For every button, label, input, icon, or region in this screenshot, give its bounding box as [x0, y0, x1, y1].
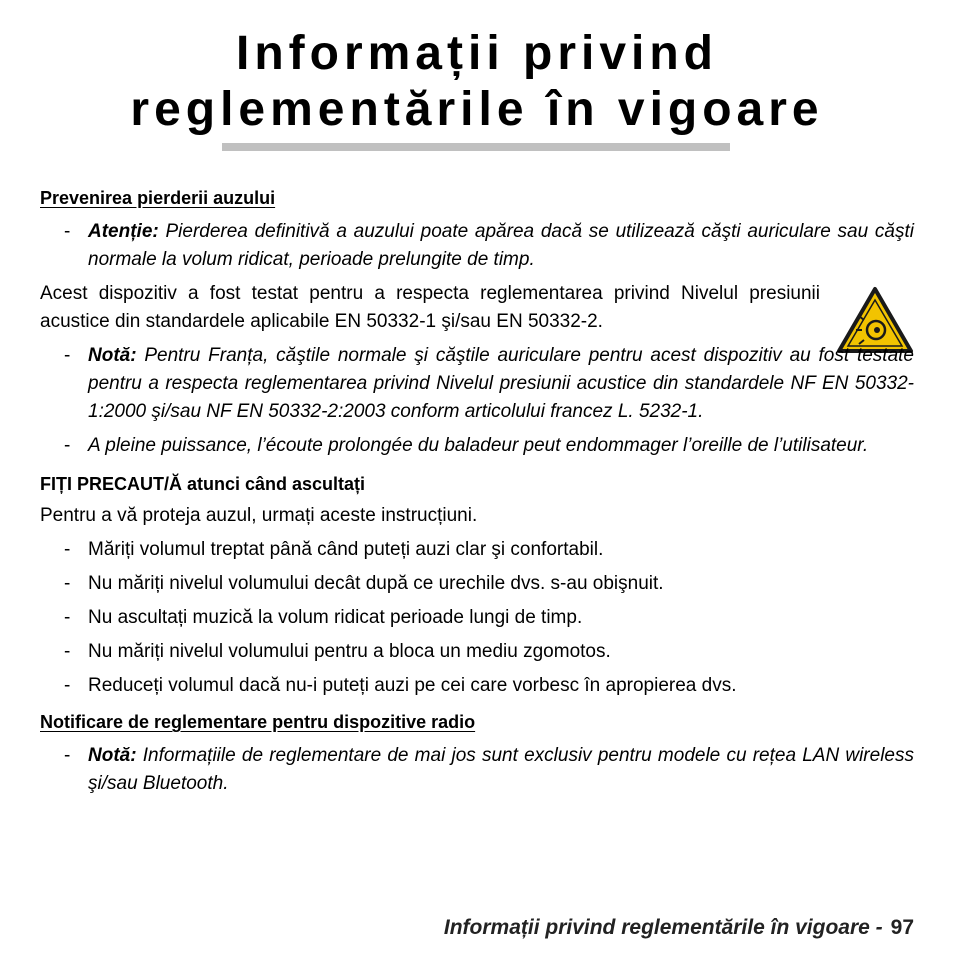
note-item-france: - Notă: Pentru Franța, căştile normale şi căştile auriculare pentru acest dispozitiv au fost testate pentru a respecta reglementarea privind Nivelul presiunii acustice din standardele NF EN 50332-1:2000 şi/sau NF EN 50332-2:2003 conform articolului francez L. 5232-1.	[64, 345, 914, 422]
title-line-2: reglementările în vigoare	[130, 83, 824, 136]
title-line-1: Informații privind	[235, 27, 718, 80]
footer-text: Informații privind reglementările în vigoare -	[443, 916, 883, 939]
caution-text: Pierderea definitivă a auzului poate apărea dacă se utilizează căşti auriculare sau căşti normale la volum ridicat, perioade prelungite de timp.	[88, 221, 914, 270]
page-title	[0, 26, 954, 138]
list-item: - Măriți volumul treptat până când puteți auzi clar şi confortabil.	[64, 539, 604, 560]
caution-item: - Atenție: Pierderea definitivă a auzului poate apărea dacă se utilizează căşti auriculare sau căşti normale la volum ridicat, perioade prelungite de timp.	[64, 221, 914, 270]
careful-intro: Pentru a vă proteja auzul, urmați aceste instrucțiuni.	[40, 505, 478, 526]
list-item: - Reduceți volumul dacă nu-i puteți auzi pe cei care vorbesc în apropierea dvs.	[64, 675, 737, 696]
list-item: - Nu ascultați muzică la volum ridicat perioade lungi de timp.	[64, 607, 583, 628]
list-item: - Nu măriți nivelul volumului pentru a bloca un mediu zgomotos.	[64, 641, 611, 662]
caution-label: Atenție:	[88, 221, 159, 242]
note-item-radio: - Notă: Informațiile de reglementare de mai jos sunt exclusiv pentru modele cu rețea LAN wireless şi/sau Bluetooth.	[64, 745, 914, 794]
page-number: 97	[890, 916, 914, 939]
page-content	[40, 186, 914, 798]
french-warning-item: - A pleine puissance, l’écoute prolongée du baladeur peut endommager l’oreille de l’utilisateur.	[64, 435, 869, 456]
note-text: Pentru Franța, căştile normale şi căştile auriculare pentru acest dispozitiv au fost testate pentru a respecta reglementarea privind Nivelul presiunii acustice din standardele NF EN 50332-1:2000 şi/sau NF EN 50332-2:2003 conform articolului francez L. 5232-1.	[88, 345, 914, 422]
page-footer	[444, 916, 914, 940]
title-divider	[222, 143, 730, 151]
standards-paragraph: Acest dispozitiv a fost testat pentru a respecta reglementarea privind Nivelul presiunii acustice din standardele aplicabile EN 50332-1 şi/sau EN 50332-2.	[40, 283, 820, 332]
radio-note-label: Notă:	[88, 745, 137, 766]
radio-note-text: Informațiile de reglementare de mai jos sunt exclusiv pentru modele cu rețea LAN wireless şi/sau Bluetooth.	[88, 745, 914, 794]
list-item: - Nu măriți nivelul volumului decât după ce urechile dvs. s-au obişnuit.	[64, 573, 664, 594]
french-text: A pleine puissance, l’écoute prolongée du baladeur peut endommager l’oreille de l’utilisateur.	[88, 435, 869, 456]
heading-careful: FIȚI PRECAUT/Ă atunci când ascultați	[40, 474, 366, 494]
heading-hearing: Prevenirea pierderii auzului	[40, 188, 276, 208]
heading-radio: Notificare de reglementare pentru dispozitive radio	[40, 712, 476, 732]
note-label: Notă:	[88, 345, 137, 366]
